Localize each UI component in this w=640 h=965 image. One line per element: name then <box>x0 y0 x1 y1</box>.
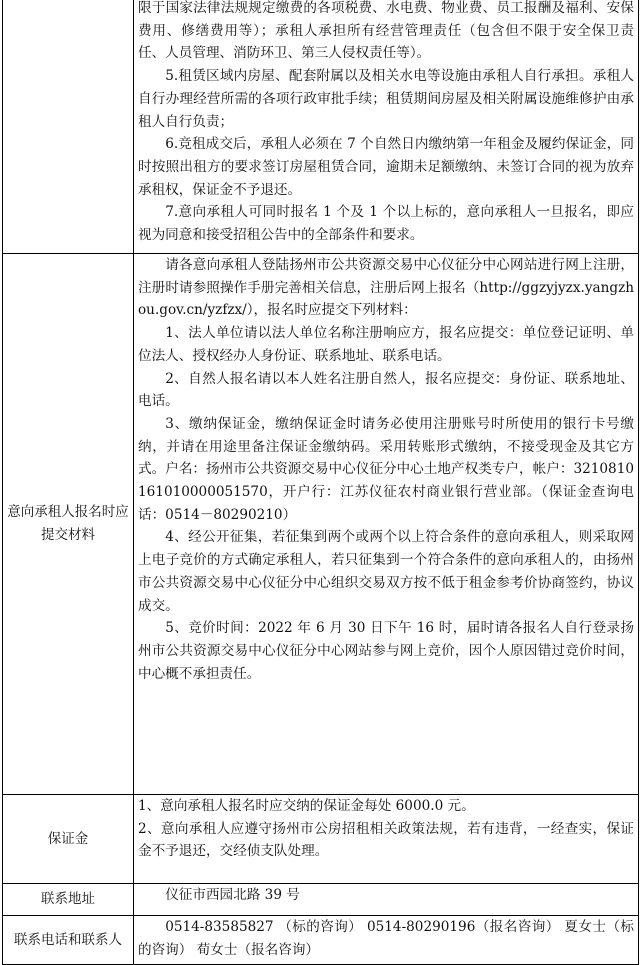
paragraph: 5、竞价时间：2022 年 6 月 30 日下午 16 时，届时请各报名人自行登录扬州市公共资源交易中心仪征分中心网站参与网上竞价，因个人原因错过竞价时间，中心概不承担责任。 <box>138 620 634 682</box>
paragraph: 7.意向承租人可同时报名 1 个及 1 个以上标的，意向承租人一旦报名，即应视为同意和接受招租公告中的全部条件和要求。 <box>138 204 634 244</box>
row-content <box>134 795 639 884</box>
row-deposit <box>3 795 639 884</box>
row-content <box>134 884 639 916</box>
paragraph: 仪征市西园北路 39 号 <box>165 887 300 903</box>
paragraph: 1、法人单位请以法人单位名称注册响应方，报名应提交：单位登记证明、单位法人、授权经办人身份证、联系地址、联系电话。 <box>138 325 634 364</box>
paragraph: 4、经公开征集，若征集到两个或两个以上符合条件的意向承租人，则采取网上电子竞价的方式确定承租人，若只征集到一个符合条件的意向承租人的，由扬州市公共资源交易中心仪征分中心组织交易双方按不低于租金参考价协商签约，协议成交。 <box>138 529 634 614</box>
paragraph: 限于国家法律法规规定缴费的各项税费、水电费、物业费、员工报酬及福利、安保费用、修缮费用等）；承租人承担所有经营管理责任（包含但不限于安全保卫责任、人员管理、消防环卫、第三人侵权责任等）。 <box>138 0 634 62</box>
row-label: 意向承租人报名时应提交材料 <box>3 254 134 795</box>
paragraph: 0514-83585827 （标的咨询） 0514-80290196（报名咨询） 夏女士（标的咨询） 荀女士（报名咨询） <box>138 919 634 958</box>
paragraph: 1、意向承租人报名时应交纳的保证金每处 6000.0 元。 <box>138 798 475 814</box>
paragraph: 6.竞租成交后，承租人必须在 7 个自然日内缴纳第一年租金及履约保证金，同时按照出租方的要求签订房屋租赁合同，逾期未足额缴纳、未签订合同的视为放弃承租权，保证金不予退还。 <box>138 136 634 198</box>
row-contact-address <box>3 884 639 916</box>
row-label <box>3 0 134 254</box>
row-label: 联系地址 <box>3 884 134 916</box>
row-content <box>134 254 639 795</box>
paragraph: 2、意向承租人应遵守扬州市公房招租相关政策法规，若有违背，一经查实，保证金不予退还，交经侦支队处理。 <box>138 820 634 860</box>
paragraph: 请各意向承租人登陆扬州市公共资源交易中心仪征分中心网站进行网上注册，注册时请参照操作手册完善相关信息，注册后网上报名（http://ggzyjyzx.yangzhou.gov.cn/yzfzx/），报名时应提交下列材料： <box>138 257 634 319</box>
row-content <box>134 916 639 965</box>
row-lease-terms <box>3 0 639 254</box>
row-label: 保证金 <box>3 795 134 884</box>
paragraph: 3、缴纳保证金，缴纳保证金时请务必使用注册账号时所使用的银行卡号缴纳，并请在用途里备注保证金缴纳码。采用转账形式缴纳，不接受现金及其它方式。户名：扬州市公共资源交易中心仪征分中心土地产权类专户，帐户：32108101610100000​51570，开户行：江苏仪征农村商业银行营业部。（保证金查询电话：0514－80290210） <box>138 415 634 523</box>
paragraph: 2、自然人报名请以本人姓名注册自然人，报名应提交：身份证、联系地址、电话。 <box>138 370 634 410</box>
row-contact-phone <box>3 916 639 965</box>
row-label: 联系电话和联系人 <box>3 916 134 965</box>
info-table <box>2 0 639 965</box>
row-content <box>134 0 639 254</box>
row-application-materials <box>3 254 639 795</box>
paragraph: 5.租赁区域内房屋、配套附属以及相关水电等设施由承租人自行承担。承租人自行办理经营所需的各项行政审批手续；租赁期间房屋及相关附属设施维修护由承租人自行负责； <box>138 68 634 130</box>
